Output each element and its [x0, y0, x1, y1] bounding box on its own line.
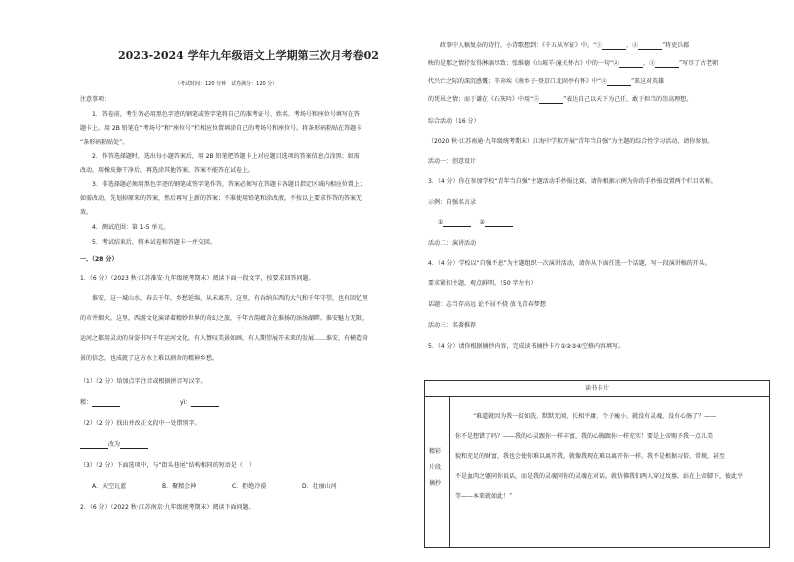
answer-blank[interactable]	[655, 61, 679, 68]
passage-line: 运河之都用灵动的身姿书写千年运河文化，有人赞叹美景如画，有人期望展开未来的发展……淮安，有横造奇	[80, 335, 369, 342]
poetry-line: 的凭吊之情；而于谦在《石灰吟》中用“⑤ ”表达自己以天下为己任、敢于担当的崇高理想。	[428, 96, 693, 103]
reading-card	[424, 380, 770, 548]
subquestion-2: （2）（2 分）找出并改正文段中一处错别字。	[80, 420, 201, 427]
activity-three: 活动三：名著推荐	[428, 322, 477, 329]
answer-blank[interactable]	[443, 220, 471, 227]
fill-yi	[180, 399, 219, 407]
fill-correction-label: 改为	[108, 441, 121, 448]
answer-blank[interactable]	[92, 400, 120, 407]
option-d: D．壮丽山河	[302, 483, 337, 490]
excerpt-line: 不是血肉之躯同你说话，而是我的灵魂同你的灵魂在对话，就仿佛我们两人穿过坟墓，站在上帝脚下，彼此平	[455, 473, 744, 480]
side-label: 片段	[429, 464, 442, 471]
excerpt-line: 貌和充足的财富，我也会使你难以离开我，就像我现在难以离开你一样。我不是根据习俗、常规，甚至	[455, 453, 726, 460]
fill-correction	[80, 441, 148, 449]
question-4-req: 要求紧扣主题，观点鲜明。（50 字左右）	[428, 280, 537, 287]
answer-blank[interactable]	[80, 442, 108, 449]
exam-title: 2023-2024 学年九年级语文上学期第三次月考卷02	[118, 49, 379, 62]
notes-heading: 注意事项：	[80, 96, 111, 103]
question-4: 4．（4 分）学校以“自强不息”为主题组织一次演讲活动，请你从下面任选一个话题，写一段演讲稿的开头。	[428, 260, 711, 267]
poetry-line: 政事中人稿复杂的诗行，小诗歌想到：《千五从军征》中。“① ，② ”将吏兵郡	[440, 42, 690, 49]
answer-blank[interactable]	[539, 97, 563, 104]
note-line: 3．非选择题必须用黑色字迹的钢笔或签字笔作答，答案必须写在答题卡各题目指定区域内相应位置上；	[92, 181, 366, 188]
note-line: 如需改动，先划掉原来的答案，然后再写上新的答案；不准使用铅笔和涂改液。不按以上要求作答的答案无	[80, 195, 363, 202]
poetry-line: 代兴亡之际的深沉感慨；辛弃疾《南乡子·登京口北固亭有怀》中“④ ”来这对英雄	[428, 78, 665, 85]
side-label: 摘抄	[429, 480, 442, 487]
answer-blank[interactable]	[607, 79, 631, 86]
answer-blank[interactable]	[191, 400, 219, 407]
fill-yi-label: yì：	[180, 399, 192, 406]
question-2: 2．（6 分）（2022 秋·江苏南京·九年级统考期末）阅读下面问题。	[80, 504, 255, 511]
note-line: 1．答卷前，考生务必用黑色字迹的钢笔或签字笔将自己的准考证号、姓名、考场号和座位号填写在答	[92, 111, 360, 118]
option-b: B．聚精会神	[162, 483, 197, 490]
question-5: 5．（4 分）请你根据摘抄内容，完成读书摘抄卡片①②③④空格内容填写。	[428, 343, 625, 350]
note-line: 改动，用橡皮擦干净后，再选涂其他答案。答案不能答在试卷上。	[80, 167, 255, 174]
example-line: 示例：自强名言录	[428, 199, 477, 206]
answer-blank[interactable]	[638, 43, 662, 50]
reading-card-header	[425, 381, 769, 397]
question-1: 1．（6 分）（2023 秋·江苏淮安·九年级统考期末）阅读下面一段文字，按要求回答问题。	[80, 275, 315, 282]
fill-jing	[80, 399, 120, 407]
excerpt-line: “难道就因为我一贫如洗、默默无闻、长相平庸、个子瘦小，就没有灵魂，没有心肠了？——	[473, 413, 717, 420]
note-line: “条形码粘贴处”。	[80, 139, 129, 146]
passage-line: 景的信念，也成就了这方水土难以割舍的精神乡愁。	[80, 355, 219, 362]
question-3: 3．（4 分）你在参加学校“青年当自强”主题活动手抄报比赛，请你根据示例为你的手抄报设置两个栏目名称。	[428, 178, 717, 185]
note-line: 效。	[80, 209, 93, 216]
section-activity: 综合活动（16 分）	[428, 118, 480, 125]
note-line: 4．测试范围：第 1-5 单元。	[92, 224, 170, 231]
column-name-blanks: ① ②	[438, 219, 513, 227]
section-one: 一、（28 分）	[80, 256, 118, 263]
note-line: 5．考试结束后，将本试卷和答题卡一并交回。	[92, 239, 216, 246]
note-line: 题卡上。用 2B 铅笔在“考场号”和“座位号”栏相应位置填涂自己的考场号和座位号。将条形码粘贴在答题卡	[80, 125, 363, 132]
answer-blank[interactable]	[619, 61, 643, 68]
answer-blank[interactable]	[485, 220, 513, 227]
excerpt-line: 你不是想错了吗？——我的心灵跟你一样丰富，我的心胸跟你一样充实！要是上帝赐予我一点儿美	[455, 433, 714, 440]
fill-jing-label: 精：	[80, 399, 93, 406]
activity-intro: （2020 秋·江苏南通·九年级统考期末）江海中学拟开展“青年当自强”为主题的综合性学习活动，请你参加。	[428, 138, 714, 145]
answer-blank[interactable]	[602, 43, 626, 50]
subquestion-1: （1）（2 分）给加点字注音或根据拼音写汉字。	[80, 378, 207, 385]
exam-meta: （考试时间：120 分钟 试卷满分：120 分）	[175, 81, 278, 87]
activity-two: 活动二：演讲活动	[428, 240, 477, 247]
excerpt-line: 等——本来就如此！”	[455, 493, 513, 500]
answer-blank[interactable]	[120, 442, 148, 449]
note-line: 2．作答选择题时，选出每小题答案后，用 2B 铅笔把答题卡上对应题目选项的答案信息点涂黑；如需	[92, 153, 360, 160]
passage-line: 淮安，这一城山水，春去千年，乡愁延绵，从未离开。这里，有吞纳东西的大气和千年守望，也有回忆里	[92, 295, 369, 302]
topic-line: 话题：志当存高远 论不屈不挠 放飞青春梦想	[428, 301, 546, 308]
reading-card-title: 读书卡片	[584, 385, 609, 392]
option-c: C．拒绝冷漠	[232, 483, 267, 490]
passage-line: 的市井烟火。这里，西游文化演译着精妙世界的奇幻之旅，千年古韵蕴含在淮扬的汤汤湖畔。淮安魅力无限，	[80, 315, 369, 322]
option-a: A．天空瓦蓝	[92, 483, 127, 490]
activity-one: 活动一：创意设计	[428, 158, 477, 165]
poetry-line: 映的是那之情抒发得淋漓尽致；张维德《山坡羊·潼关怀古》中的一句“② ，③ ”写尽了古老朝	[428, 60, 719, 67]
subquestion-3: （3）（2 分）下面选项中，与“街头巷尾”结构相同的短语是（ ）	[80, 462, 255, 469]
side-label: 精彩	[429, 448, 442, 455]
reading-card-side	[425, 396, 450, 547]
